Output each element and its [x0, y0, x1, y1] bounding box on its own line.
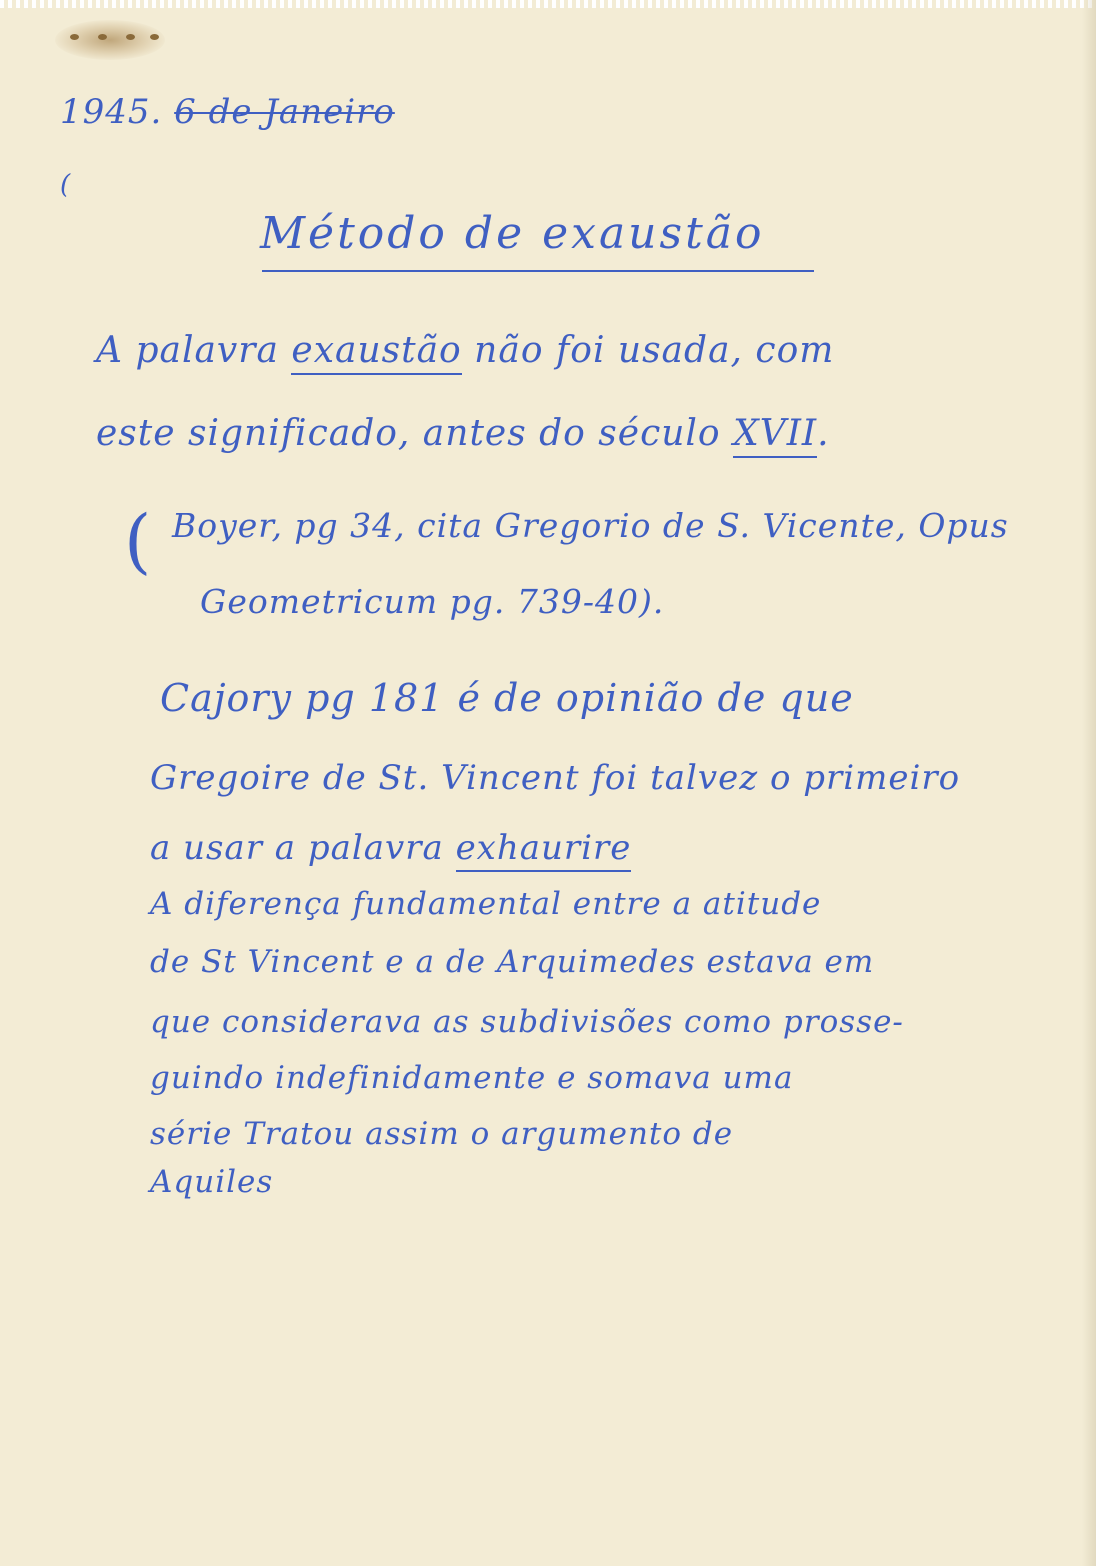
page-title: Método de exaustão	[260, 208, 765, 259]
paragraph1-line2-post: .	[817, 413, 830, 454]
margin-mark: (	[60, 170, 72, 200]
paragraph1-line1	[96, 330, 834, 371]
citation-line2: Geometricum pg. 739-40).	[200, 582, 665, 621]
paragraph3-line5: série Tratou assim o argumento de	[150, 1116, 734, 1152]
staple-hole	[70, 34, 79, 40]
underlined-word-exaustao: exaustão	[291, 330, 461, 375]
paragraph3-line6: Aquiles	[150, 1164, 274, 1200]
underlined-word-exhaurire: exhaurire	[456, 828, 632, 872]
date-struck-text: 6 de Janeiro	[174, 92, 395, 132]
staple-hole	[126, 34, 135, 40]
citation-line1: Boyer, pg 34, cita Gregorio de S. Vicente, Opus	[172, 506, 1009, 545]
paragraph2-line3	[150, 828, 631, 868]
paragraph2-line3-pre: a usar a palavra	[150, 828, 456, 868]
paragraph1-line1-post: não foi usada, com	[461, 330, 835, 371]
citation-open-paren: (	[124, 500, 152, 582]
date-year: 1945.	[60, 92, 163, 132]
perforated-edge	[0, 0, 1096, 8]
page-edge-shadow	[1082, 0, 1096, 1566]
paragraph3-line3: que considerava as subdivisões como prosse-	[150, 1004, 904, 1040]
staple-hole	[98, 34, 107, 40]
title-underline	[262, 270, 814, 272]
paragraph3-line1: A diferença fundamental entre a atitude	[150, 886, 822, 922]
paragraph1-line2	[96, 413, 830, 454]
paragraph2-line2: Gregoire de St. Vincent foi talvez o primeiro	[150, 758, 961, 798]
paragraph1-line1-pre: A palavra	[96, 330, 292, 371]
staple-hole	[150, 34, 159, 40]
paragraph3-line4: guindo indefinidamente e somava uma	[150, 1060, 794, 1096]
rust-stain	[55, 20, 165, 60]
paragraph2-line1: Cajory pg 181 é de opinião de que	[160, 676, 854, 720]
paragraph3-line2: de St Vincent e a de Arquimedes estava em	[150, 944, 875, 980]
underlined-century: XVII	[733, 413, 817, 458]
date-line	[60, 92, 395, 132]
paragraph1-line2-pre: este significado, antes do século	[96, 413, 734, 454]
